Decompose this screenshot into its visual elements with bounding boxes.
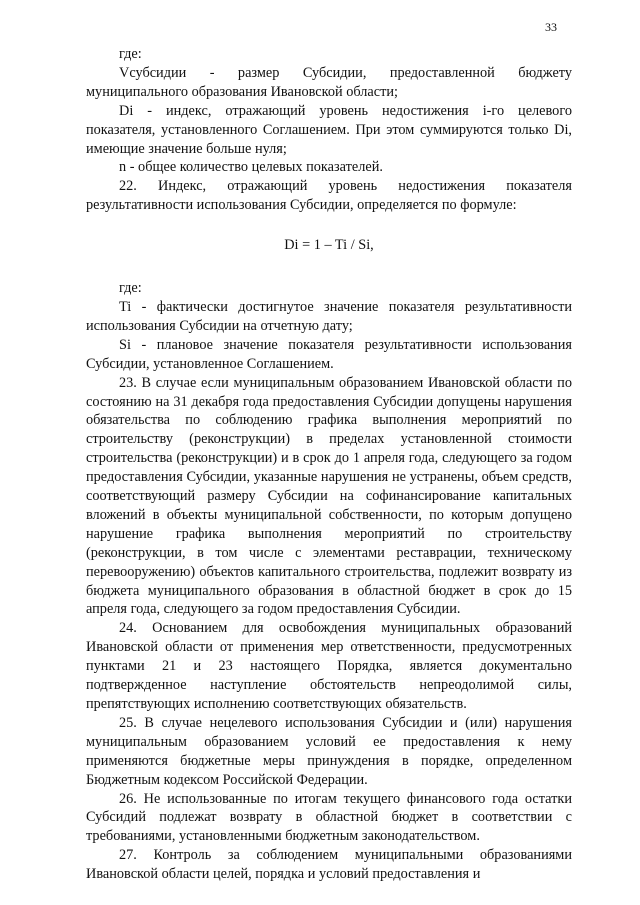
paragraph-27: 27. Контроль за соблюдением муниципальными образованиями Ивановской области целей, порядка и условий предоставления и (86, 847, 572, 883)
paragraph-24: 24. Основанием для освобождения муниципальных образований Ивановской области от применения мер ответственности, предусмотренных пунктами 21 и 23 настоящего Порядка, является документально подтвержденное наступление обстоятельств непреодолимой силы, препятствующих исполнению соответствующих обязательств. (86, 620, 572, 712)
paragraph-ti-definition: Ti - фактически достигнутое значение показателя результативности использования Субсидии на отчетную дату; (86, 298, 572, 334)
paragraph-vsubsidii-definition: Vсубсидии - размер Субсидии, предоставленной бюджету муниципального образования Ивановской области; (86, 64, 572, 100)
paragraph-where-2: где: (119, 280, 142, 297)
document-body (86, 45, 572, 884)
formula-di: Di = 1 – Ti / Si, (284, 237, 374, 254)
paragraph-26: 26. Не использованные по итогам текущего финансового года остатки Субсидий подлежат возврату в областной бюджет в соответствии с требованиями, установленными бюджетным законодательством. (86, 790, 572, 845)
paragraph-si-definition: Si - плановое значение показателя результативности использования Субсидии, установленное Соглашением. (86, 336, 572, 372)
paragraph-22: 22. Индекс, отражающий уровень недостижения показателя результативности использования Субсидии, определяется по формуле: (86, 178, 572, 214)
paragraph-25: 25. В случае нецелевого использования Субсидии и (или) нарушения муниципальным образованием условий ее предоставления к нему применяются бюджетные меры принуждения в порядке, определенном Бюджетным кодексом Российской Федерации. (86, 714, 572, 788)
paragraph-n-definition: n - общее количество целевых показателей. (119, 159, 383, 176)
paragraph-where-1: где: (119, 46, 142, 62)
page-number: 33 (545, 20, 557, 34)
paragraph-23: 23. В случае если муниципальным образованием Ивановской области по состоянию на 31 декабря года предоставления Субсидии допущены нарушения обязательства по соблюдению графика выполнения мероприятий по строительству (реконструкции) в пределах установленной стоимости строительства (реконструкции) и в срок до 1 апреля года, следующего за годом предоставления Субсидии, указанные нарушения не устранены, объем средств, соответствующий размеру Субсидии на софинансирование капитальных вложений в объекты муниципальной собственности, по которым допущено нарушение графика выполнения мероприятий по строительству (реконструкции, в том числе с элементами реставрации, техническому перевооружению) объектов капитального строительства, подлежит возврату из бюджета муниципального образования в областной бюджет в срок до 15 апреля года, следующего за годом предоставления Субсидии. (86, 374, 572, 618)
paragraph-di-definition: Di - индекс, отражающий уровень недостижения i-го целевого показателя, установленного Соглашением. При этом суммируются только Di, имеющие значение больше нуля; (86, 102, 572, 157)
